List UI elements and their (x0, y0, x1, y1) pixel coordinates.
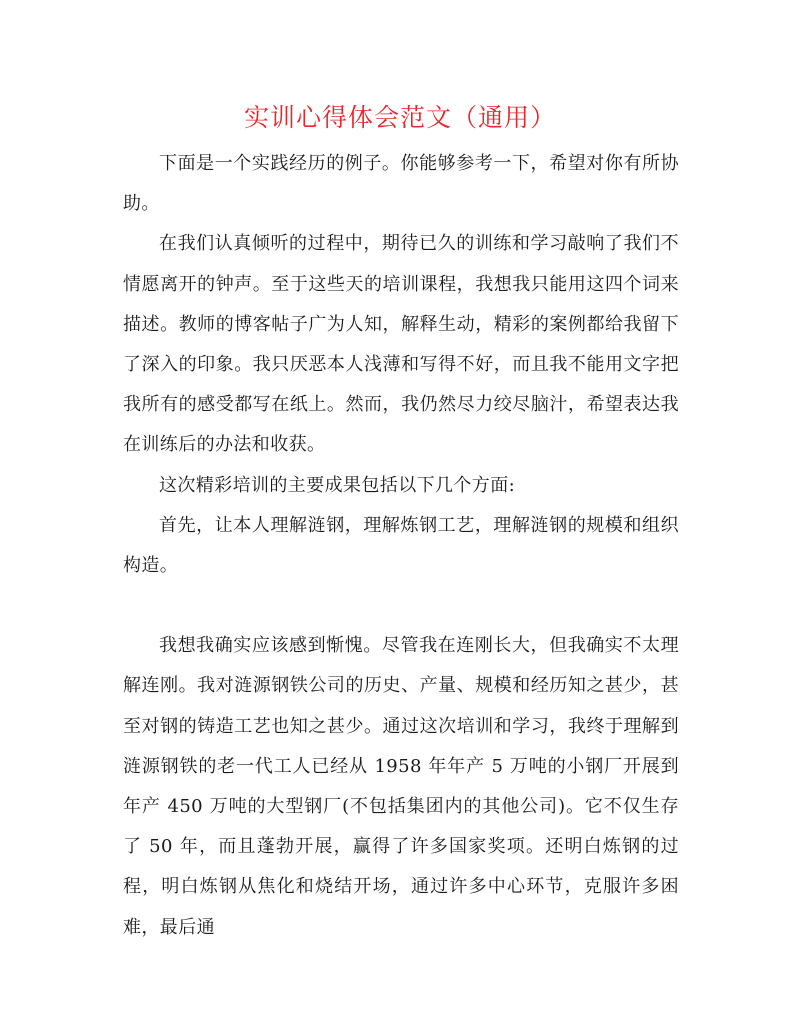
paragraph-spacer (123, 586, 679, 626)
paragraph-lianyuan-steel: 我想我确实应该感到惭愧。尽管我在连刚长大，但我确实不太理解连刚。我对涟源钢铁公司的历史、产量、规模和经历知之甚少，甚至对钢的铸造工艺也知之甚少。通过这次培训和学习，我终于理解到涟源钢铁的老一代工人已经从 1958 年年产 5 万吨的小钢厂开展到年产 450 万吨的大型钢厂(不包括集团内的其他公司)。它不仅生存了 50 年，而且蓬勃开展，赢得了许多国家奖项。还明白炼钢的过程，明白炼钢从焦化和烧结开场，通过许多中心环节，克服许多困难，最后通 (123, 635, 679, 938)
paragraph-first-point: 首先，让本人理解涟钢，理解炼钢工艺，理解涟钢的规模和组织构造。 (123, 514, 679, 577)
paragraph-training-reflection: 在我们认真倾听的过程中，期待已久的训练和学习敲响了我们不情愿离开的钟声。至于这些天的培训课程，我想我只能用这四个词来描述。教师的博客帖子广为人知，解释生动，精彩的案例都给我留下了深入的印象。我只厌恶本人浅薄和写得不好，而且我不能用文字把我所有的感受都写在纸上。然而，我仍然尽力绞尽脑汁，希望表达我在训练后的办法和收获。 (123, 233, 679, 456)
document-body (123, 144, 679, 948)
document-title: 实训心得体会范文（通用） (243, 103, 556, 132)
paragraph-main-results: 这次精彩培训的主要成果包括以下几个方面: (159, 474, 516, 496)
paragraph-intro: 下面是一个实践经历的例子。你能够参考一下，希望对你有所协助。 (123, 153, 679, 215)
